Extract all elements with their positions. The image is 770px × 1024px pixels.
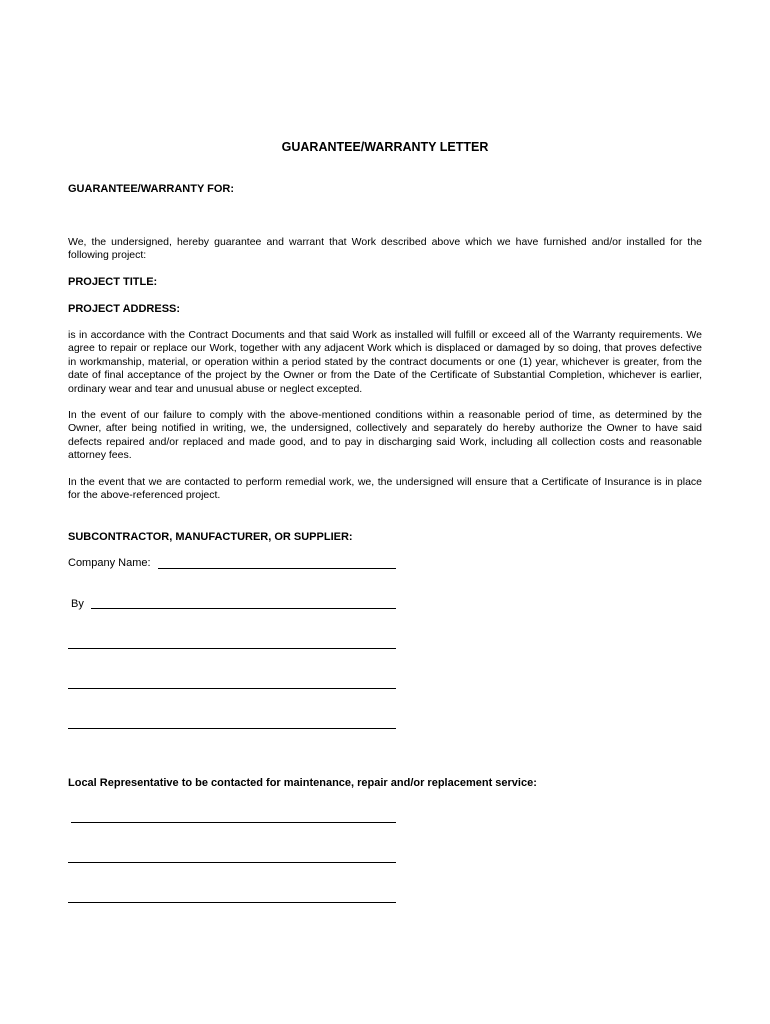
subcontractor-heading: SUBCONTRACTOR, MANUFACTURER, OR SUPPLIER:: [68, 531, 353, 543]
by-label: By: [71, 598, 84, 610]
signature-line-2[interactable]: [68, 688, 396, 689]
project-address-label: PROJECT ADDRESS:: [68, 303, 181, 315]
by-signature-line[interactable]: [91, 608, 396, 609]
representative-line-2[interactable]: [68, 862, 396, 863]
insurance-paragraph: In the event that we are contacted to perform remedial work, we, the undersigned will ensure that a Certificate of Insurance is in place for the above-referenced project.: [68, 476, 702, 502]
company-name-line[interactable]: [158, 568, 396, 569]
company-name-label: Company Name:: [68, 557, 151, 569]
accordance-paragraph: is in accordance with the Contract Documents and that said Work as installed will fulfill or exceed all of the Warranty requirements. We agree to repair or replace our Work, together with any adjacent Work which is displaced or damaged by so doing, that proves defective in workmanship, material, or operation within a period stated by the contract documents or one (1) year, whichever is greater, from the date of final acceptance of the project by the Owner or from the Date of the Certificate of Substantial Completion, whichever is earlier, ordinary wear and tear and unusual abuse or neglect excepted.: [68, 329, 702, 395]
representative-line-1[interactable]: [71, 822, 396, 823]
guarantee-for-label: GUARANTEE/WARRANTY FOR:: [68, 183, 235, 195]
document-title: GUARANTEE/WARRANTY LETTER: [281, 140, 489, 154]
local-representative-heading: Local Representative to be contacted for maintenance, repair and/or replacement service:: [68, 777, 537, 789]
intro-paragraph: We, the undersigned, hereby guarantee and warrant that Work described above which we have furnished and/or installed for the following project:: [68, 236, 702, 262]
failure-paragraph: In the event of our failure to comply with the above-mentioned conditions within a reasonable period of time, as determined by the Owner, after being notified in writing, we, the undersigned, collectively and separately do hereby authorize the Owner to have said defects repaired and/or replaced and made good, and to pay in discharging said Work, including all collection costs and reasonable attorney fees.: [68, 409, 702, 462]
signature-line-1[interactable]: [68, 648, 396, 649]
project-title-label: PROJECT TITLE:: [68, 276, 158, 288]
representative-line-3[interactable]: [68, 902, 396, 903]
signature-line-3[interactable]: [68, 728, 396, 729]
